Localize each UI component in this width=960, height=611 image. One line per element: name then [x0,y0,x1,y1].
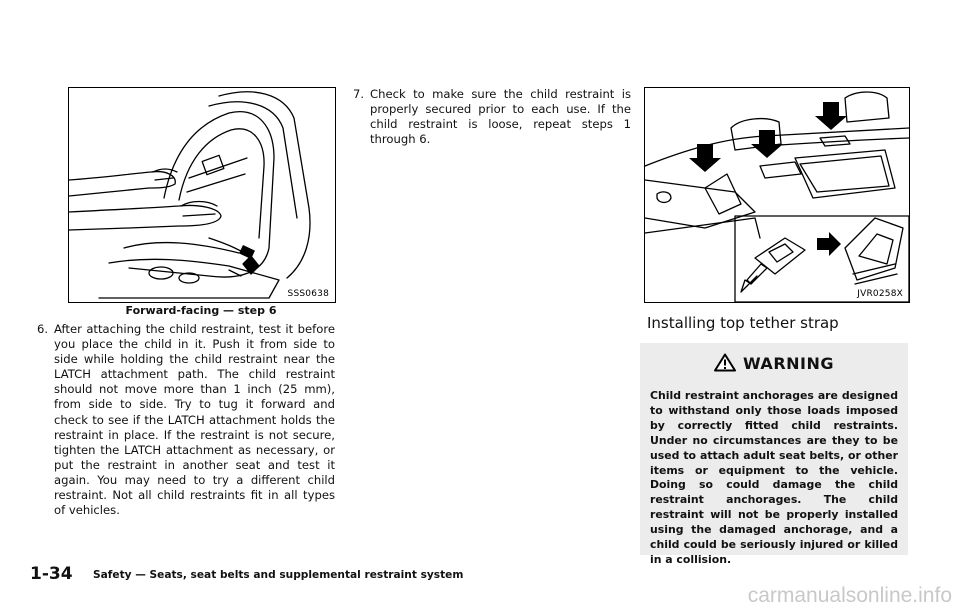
step-number: 6. [37,322,49,336]
warning-text: Child restraint anchorages are designed to withstand only those loads imposed by correctly fitted child restraints. Under no circumstances are they to be used to attach adult seat belts, or other items or equipment to the vehicle. Doing so could damage the child restraint anchorages. The child restraint will not be properly installed using the damaged anchorage, and a child could be seriously injured or killed in a collision. [650,389,898,566]
warning-box [640,343,908,566]
section-title: Installing top tether strap [647,314,839,332]
anchor-illustration [645,88,909,302]
figure-code: JVR0258X [857,289,903,299]
figure-caption: Forward-facing — step 6 [125,304,277,317]
figure-forward-facing [68,87,336,303]
step-text: Check to make sure the child restraint is properly secured prior to each use. If the child restraint is loose, repeat steps 1 through 6. [370,87,631,147]
watermark: carmanualsonline.info [747,584,952,607]
warning-triangle-icon [714,353,736,376]
chapter-title: Safety — Seats, seat belts and supplemental restraint system [93,569,464,581]
figure-anchor-points [644,87,910,303]
step-number: 7. [353,87,365,101]
step-7 [353,87,631,147]
page-number: 1-34 [30,564,73,584]
warning-heading: WARNING [743,354,834,373]
step-6 [37,322,335,518]
warning-heading-row [640,353,908,376]
child-seat-illustration [69,88,335,302]
figure-code: SSS0638 [287,289,329,299]
step-text: After attaching the child restraint, test it before you place the child in it. Push it from side to side while holding the child restraint near the LATCH attachment path. The child restraint should not move more than 1 inch (25 mm), from side to side. Try to tug it forward and check to see if the LATCH attachment holds the restraint in place. If the restraint is not secure, tighten the LATCH attachment as necessary, or put the restraint in another seat and test it again. You may need to try a different child restraint. Not all child restraints fit in all types of vehicles. [54,322,335,518]
